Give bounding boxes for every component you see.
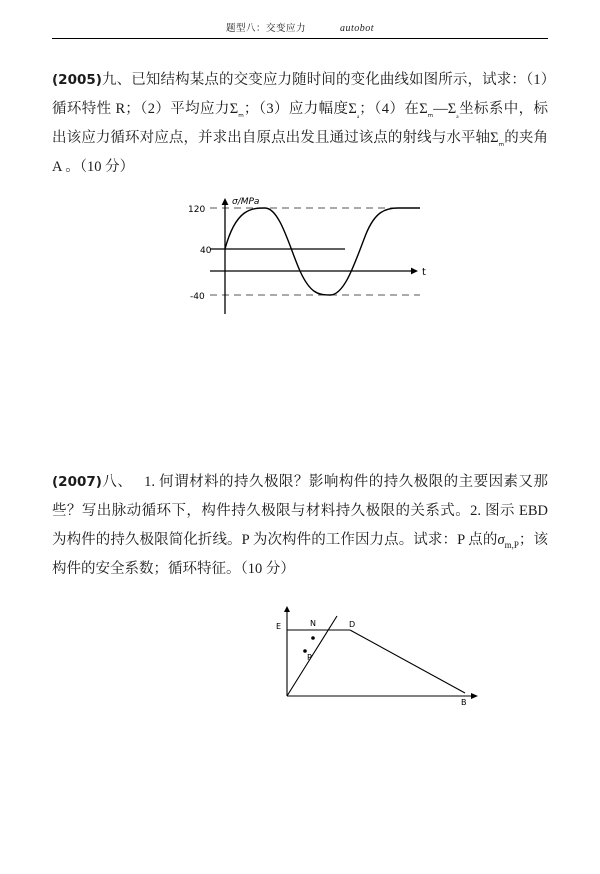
- label-E: E: [276, 622, 282, 631]
- question-2005-text-p1: 九、已知结构某点的交变应力随时间的变化曲线如图所示，试求：（1）循环特性 R；（2）平均应力Σ: [52, 72, 548, 117]
- question-2005: [52, 66, 548, 182]
- question-2005-sub4: ₐ: [456, 108, 459, 119]
- sigma-subscript: m,P: [504, 539, 519, 550]
- y-axis-arrow: [222, 198, 229, 205]
- working-line-OP: [287, 616, 337, 696]
- question-2007: [52, 468, 548, 584]
- question-2007-label: (2007): [52, 474, 102, 490]
- endurance-limit-diagram: [265, 598, 485, 713]
- header-divider: [52, 38, 548, 39]
- x-axis-label: t: [422, 267, 426, 278]
- question-2007-text-p2: ；该构件的安全系数；循环特征。（10 分）: [52, 532, 548, 577]
- segment-DB: [350, 630, 465, 693]
- tick-label-120: 120: [188, 205, 206, 215]
- question-2005-text-p3: ；（4）在Σ: [359, 101, 428, 117]
- question-2005-sub2: ₐ: [356, 108, 360, 119]
- label-B: B: [461, 698, 467, 707]
- page-header: [52, 0, 548, 40]
- header-inner: [52, 20, 548, 34]
- question-2005-text-p6: 的夹角A 。（10 分）: [52, 130, 549, 175]
- question-2007-text-p1: 八、 1. 何谓材料的持久极限？影响构件的持久极限的主要因素又那些？写出脉动循环下，构件持久极限与材料持久极限的关系式。2. 图示 EBD 为构件的持久极限简化折线。P 为次构件的工作因力点。试求：P 点的: [52, 474, 548, 548]
- header-author: autobot: [339, 23, 375, 34]
- question-2005-label: (2005): [52, 72, 102, 88]
- label-P: P: [307, 653, 312, 662]
- x-axis-arrow: [471, 693, 478, 699]
- label-D: D: [349, 620, 356, 629]
- figure-endurance-limit: [52, 598, 548, 713]
- sigma-symbol: σ: [497, 532, 505, 548]
- label-N: N: [310, 619, 316, 628]
- x-axis-arrow: [411, 268, 418, 275]
- question-2005-text-p2: ；（3）应力幅度Σ: [243, 101, 357, 117]
- point-N-marker: [311, 636, 315, 640]
- question-2005-sub3: ₘ: [427, 108, 434, 119]
- vertical-gap: [52, 322, 548, 442]
- stress-time-sine-curve: [170, 192, 430, 322]
- question-2005-sub5: ₘ: [498, 137, 505, 148]
- question-2005-sub1: ₘ: [238, 108, 244, 119]
- question-2005-text-p5: 坐标系中，标出该应力循环对应点，并求出自原点出发且通过该点的射线与水平轴Σ: [52, 101, 548, 146]
- tick-label-40: 40: [200, 246, 212, 256]
- question-2005-text-p4: —Σ: [433, 101, 457, 117]
- figure-stress-time: [52, 192, 548, 322]
- header-title: 题型八：交变应力: [225, 23, 306, 34]
- sine-curve: [225, 208, 420, 295]
- y-axis-label: σ/MPa: [232, 197, 260, 207]
- y-axis-arrow: [284, 606, 290, 612]
- tick-label-minus40: -40: [190, 292, 205, 302]
